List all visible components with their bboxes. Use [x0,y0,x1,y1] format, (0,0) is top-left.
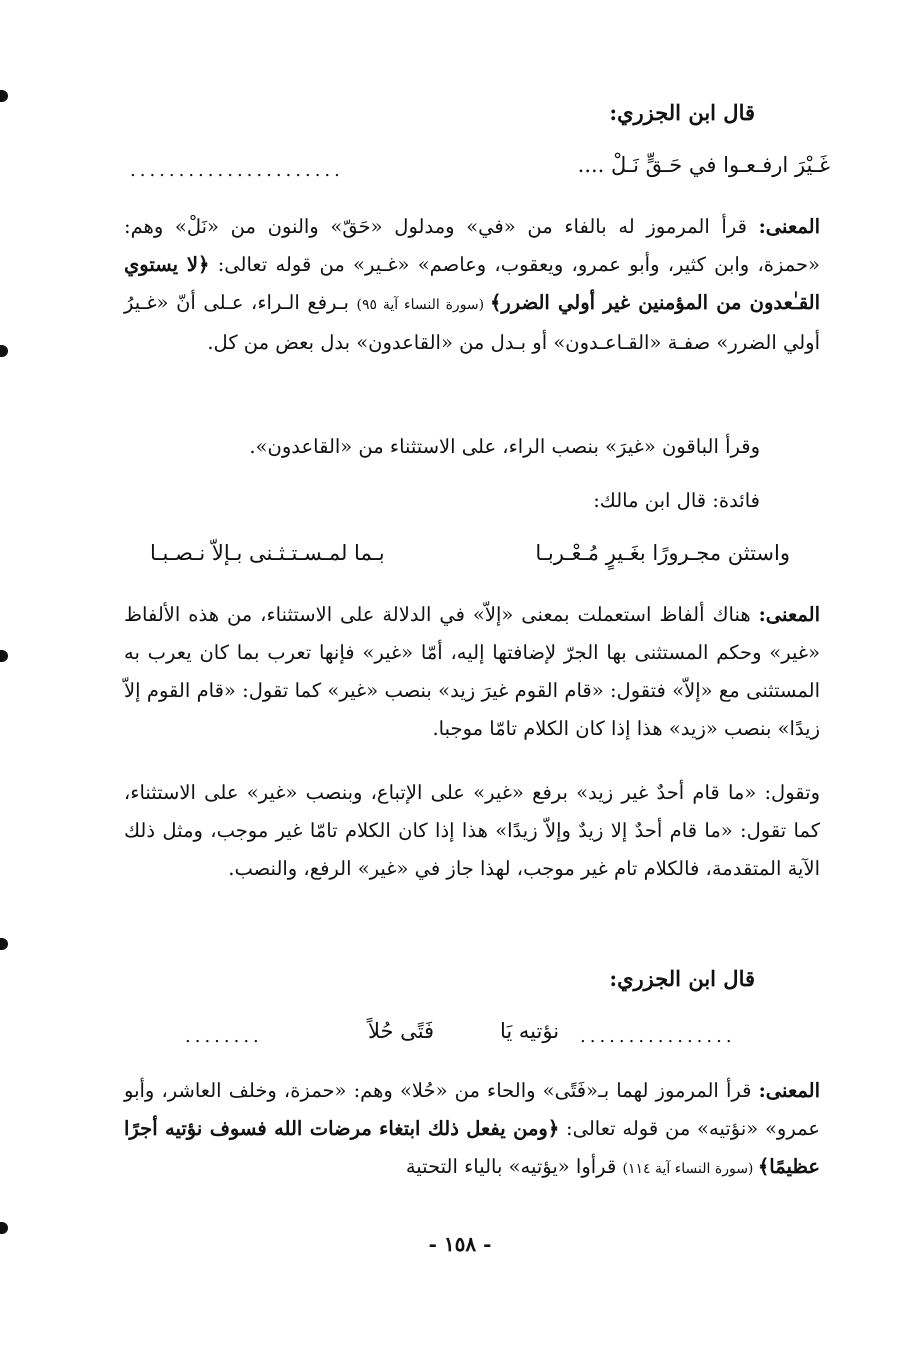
scan-edge-mark [0,650,8,662]
quran-quote: ﴿ومن يفعل ذلك ابتغاء مرضات الله فسوف نؤتيه أجرًا عظيمًا﴾ [124,1117,820,1178]
paragraph-text: قرأ المرموز لهما بـ«فَتًى» والحاء من «حُلا» وهم: «حمزة، وخلف العاشر، وأبو عمرو» «نؤتيه» من قوله تعالى: [124,1079,820,1140]
scan-edge-mark [0,90,8,102]
page-number: - ١٥٨ - [428,1232,492,1256]
paragraph-text: وقرأ الباقون «غيرَ» بنصب الراء، على الاستثناء من «القاعدون». [249,435,760,458]
verse-dots: ...................... [130,160,344,181]
verse-hemistich-right: واستثن مجـرورًا بغَـيرٍ مُـعْـربـا [535,541,790,565]
verse-word: نؤتيه يَا [500,1019,560,1043]
scan-edge-mark [0,345,8,357]
section-heading: قال ابن الجزري: [609,966,755,991]
paragraph-text: قرأ المرموز له بالفاء من «في» ومدلول «حَقّ» والنون من «نَلْ» وهم: «حمزة، وابن كثير، وأبو عمرو، ويعقوب، وعاصم» «غـير» من قوله تعالى: [124,215,820,276]
verse-hemistich-left: بـما لمـسـتـثـنى بـإلاّ نـصـبـا [150,541,385,565]
scan-edge-mark [0,938,8,950]
section-heading: قال ابن الجزري: [609,100,755,125]
meaning-label: المعنى: [758,215,820,238]
verse-dots: ................ [580,1026,736,1047]
section-heading: فائدة: قال ابن مالك: [593,489,760,512]
paragraph-text: وتقول: «ما قام أحدٌ غير زيد» برفع «غير» على الإتباع، وبنصب «غير» على الاستثناء، كما تقول: «ما قام أحدٌ إلا زيدٌ وإلاّ زيدًا» هذا إذا كان الكلام تامّا غير موجب، ومثل ذلك الآية المتقدمة، فالكلام تام غير موجب، لهذا جاز في «غير» الرفع، والنصب. [124,781,820,880]
verse-reference: (سورة النساء آية ١١٤) [622,1161,758,1177]
verse-dots: ........ [185,1026,263,1047]
explanation-paragraph [124,596,820,748]
paragraph-text: قرأوا «يؤتيه» بالياء التحتية [405,1155,623,1178]
meaning-label: المعنى: [758,603,820,626]
paragraph-text: هناك ألفاظ استعملت بمعنى «إلاّ» في الدلالة على الاستثناء، من هذه الألفاظ «غير» وحكم المستثنى بها الجرّ لإضافتها إليه، أمّا «غير» فإنها تعرب بما كان يعرب به المستثنى مع «إلاّ» فتقول: «قام القوم غيرَ زيد» بنصب «غير» كما تقول: «قام القوم إلاّ زيدًا» بنصب «زيد» هذا إذا كان الكلام تامّا موجبا. [124,603,820,740]
explanation-paragraph [124,1072,820,1188]
verse-line: غَـيْرَ ارفـعـوا في حَـقٍّ نَـلْ .... [577,153,830,177]
verse-word: فَتًى حُلاً [368,1019,435,1043]
paragraph-text: بـرفع الـراء، عـلى أنّ «غـيرُ أولي الضرر» صفـة «القـاعـدون» أو بـدل من «القاعدون» بدل بعض من كل. [124,291,820,354]
quran-quote: ﴿لا يستوي القـٰعدون من المؤمنين غير أولي الضرر﴾ [124,253,820,314]
explanation-paragraph [124,208,820,362]
meaning-label: المعنى: [758,1079,820,1102]
verse-reference: (سورة النساء آية ٩٥) [356,297,490,313]
